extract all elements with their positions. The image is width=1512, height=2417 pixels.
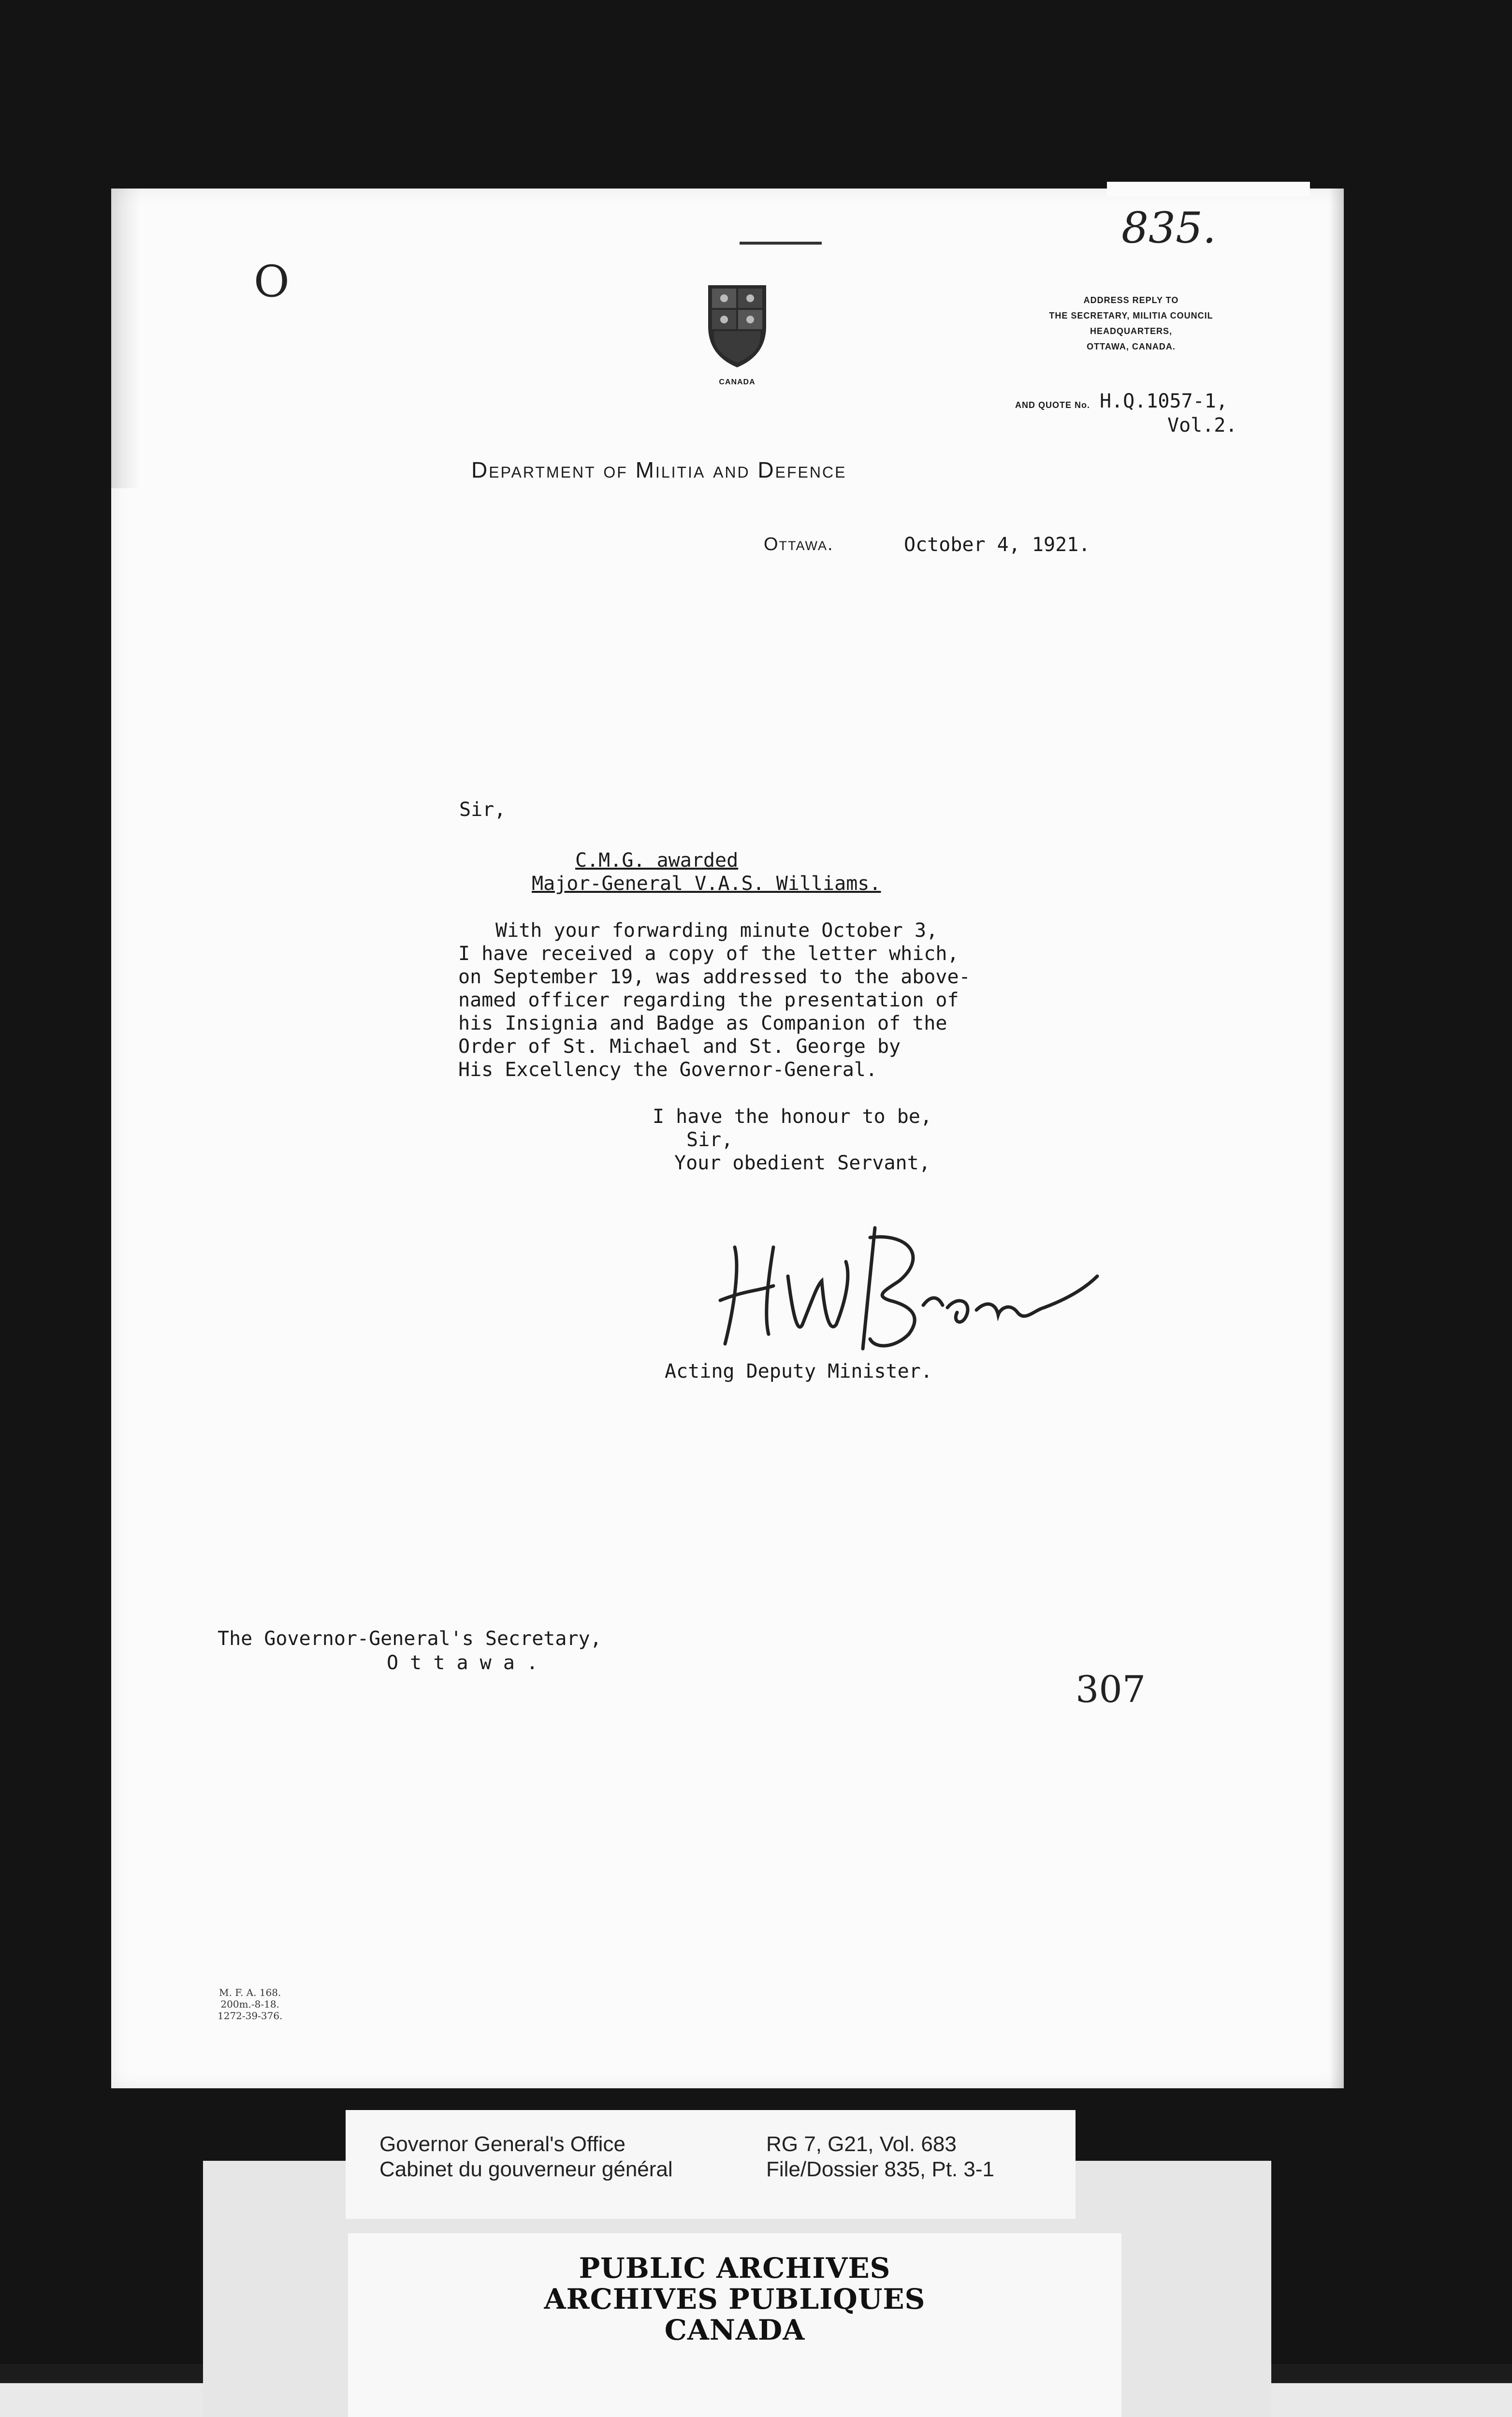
letter-sheet [111,189,1344,2088]
quote-volume: Vol.2. [1167,414,1237,437]
address-reply-block: ADDRESS REPLY TO THE SECRETARY, MILITIA COUNCIL HEADQUARTERS, OTTAWA, CANADA. [1049,295,1213,351]
handwritten-signature [715,1218,1102,1373]
subject-line-2: Major-General V.A.S. Williams. [532,873,881,895]
body-line: Order of St. Michael and St. George by [458,1035,901,1058]
body-line: I have received a copy of the letter which, [458,943,959,965]
crest-caption: CANADA [719,378,756,386]
signature-title: Acting Deputy Minister. [665,1360,932,1383]
canada-coat-of-arms-icon [703,283,771,370]
reference-number: RG 7, G21, Vol. 683 File/Dossier 835, Pt. 3-1 [766,2132,994,2181]
place-name: Ottawa. [764,534,834,554]
closing-line: Your obedient Servant, [674,1152,930,1174]
form-code: M. F. A. 168. 200m.-8-18. 1272-39-376. [218,1987,283,2022]
archive-stamp-line: CANADA [664,2314,805,2346]
salutation: Sir, [459,799,506,821]
body-line: His Excellency the Governor-General. [458,1059,877,1081]
archive-stamp-line: PUBLIC ARCHIVES [579,2252,891,2285]
handwritten-file-number: 835. [1121,203,1216,253]
addressee-line-1: The Governor-General's Secretary, [218,1628,602,1650]
ink-mark [740,242,822,245]
page-number: 307 [1076,1668,1146,1711]
quote-label: AND QUOTE No. [1015,400,1090,410]
fonds-name: Governor General's Office Cabinet du gouverneur général [379,2132,673,2181]
quote-number: H.Q.1057-1, [1100,390,1228,412]
body-line: his Insignia and Badge as Companion of the [458,1012,947,1034]
archive-stamp [348,2233,1121,2417]
closing-line: Sir, [686,1129,733,1151]
subject-line-1: C.M.G. awarded [575,849,739,872]
department-name: Department of Militia and Defence [471,457,847,482]
body-line: named officer regarding the presentation of [458,989,959,1011]
handwritten-mark: O [254,256,290,307]
archive-reference-label [346,2110,1076,2219]
addressee-line-2: O t t a w a . [387,1652,538,1674]
body-line: on September 19, was addressed to the above- [458,966,971,988]
body-line: With your forwarding minute October 3, [495,919,938,942]
closing-line: I have the honour to be, [653,1106,932,1128]
archive-stamp-line: ARCHIVES PUBLIQUES [544,2283,926,2315]
letter-date: October 4, 1921. [904,534,1090,556]
